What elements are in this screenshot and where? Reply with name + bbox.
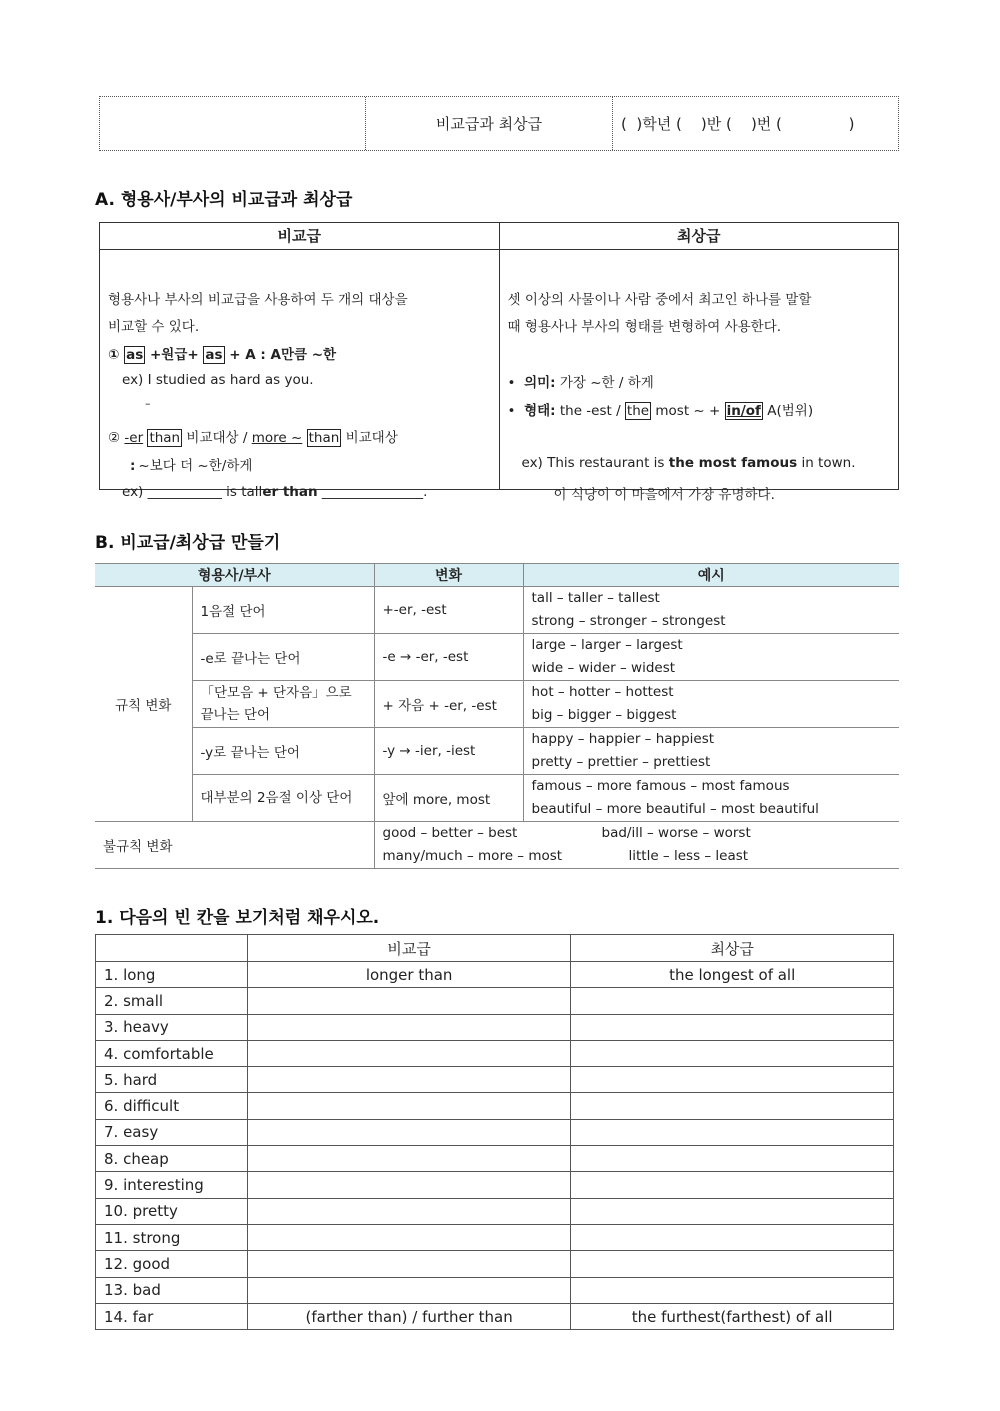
rule1-mid: +원급+ <box>145 347 204 363</box>
rule-examples <box>523 634 899 681</box>
example-line: strong – stronger – strongest <box>531 613 726 629</box>
comparative-answer[interactable] <box>247 1067 570 1093</box>
section-a-table <box>99 222 899 503</box>
form-end: A(범위) <box>762 403 814 419</box>
irregular-label: 불규칙 변화 <box>95 822 374 869</box>
rule-examples <box>523 775 899 822</box>
comp-example2 <box>122 484 427 500</box>
exercise-row <box>96 1251 894 1277</box>
example-line: famous – more famous – most famous <box>531 778 790 794</box>
superlative-answer[interactable] <box>571 1067 894 1093</box>
comparative-answer[interactable] <box>247 1251 570 1277</box>
rule-type: -e로 끝나는 단어 <box>192 634 374 681</box>
exercise-row <box>96 1303 894 1329</box>
irregular-example: bad/ill – worse – worst <box>601 825 751 841</box>
comparative-answer[interactable] <box>247 1146 570 1172</box>
exercise-row <box>96 1172 894 1198</box>
comparative-answer[interactable] <box>247 1093 570 1119</box>
exercise-word: 6. difficult <box>96 1093 248 1119</box>
exercise-word: 11. strong <box>96 1224 248 1250</box>
irregular-example: little – less – least <box>628 848 749 864</box>
rule-change: -e → -er, -est <box>374 634 523 681</box>
rule2-than-box-2: than <box>308 430 340 446</box>
rule1-as-box-2: as <box>205 347 223 363</box>
exercise-row <box>96 962 894 988</box>
header-blank-cell <box>100 97 366 150</box>
superlative-explanation <box>500 250 899 503</box>
comp-rule2-meaning: : ~보다 더 ~한/하게 <box>130 458 253 474</box>
exercise-word: 7. easy <box>96 1119 248 1145</box>
exercise-word: 4. comfortable <box>96 1040 248 1066</box>
comp-desc-line1: 형용사나 부사의 비교급을 사용하여 두 개의 대상을 <box>108 292 408 308</box>
comp-desc-line2: 비교할 수 있다. <box>108 319 200 335</box>
rule-change: +-er, -est <box>374 587 523 634</box>
superlative-answer[interactable] <box>571 1251 894 1277</box>
exercise-header-blank <box>96 935 248 962</box>
sup-ex-post: in town. <box>797 455 856 471</box>
exercise-row <box>96 988 894 1014</box>
comp-example1: ex) I studied as hard as you. <box>122 372 314 388</box>
exercise-header-comparative: 비교급 <box>247 935 570 962</box>
comparative-answer[interactable] <box>247 1224 570 1250</box>
ex2-pre: ex) ___________ is tall <box>122 484 263 500</box>
exercise-table <box>95 934 894 1330</box>
rule2-er: -er <box>124 430 144 446</box>
example-line: hot – hotter – hottest <box>531 684 674 700</box>
rule1-number: ① <box>108 347 120 363</box>
bullet-icon: • <box>507 375 516 391</box>
exercise-row <box>96 1224 894 1250</box>
superlative-answer[interactable] <box>571 1119 894 1145</box>
exercise-word: 3. heavy <box>96 1014 248 1040</box>
section-a-title: A. 형용사/부사의 비교급과 최상급 <box>95 190 353 210</box>
sup-desc-line2: 때 형용사나 부사의 형태를 변형하여 사용한다. <box>507 319 782 335</box>
exercise-word: 2. small <box>96 988 248 1014</box>
comparative-answer[interactable]: (farther than) / further than <box>247 1303 570 1329</box>
comparative-answer[interactable] <box>247 1172 570 1198</box>
rule2-more: more ~ <box>251 430 303 446</box>
rule-change: + 자음 + -er, -est <box>374 681 523 728</box>
rule-change: -y → -ier, -iest <box>374 728 523 775</box>
example-line: beautiful – more beautiful – most beautiful <box>531 801 819 817</box>
comparative-answer[interactable] <box>247 1198 570 1224</box>
superlative-answer[interactable] <box>571 1277 894 1303</box>
superlative-answer[interactable] <box>571 1224 894 1250</box>
exercise-word: 8. cheap <box>96 1146 248 1172</box>
rule2-target2: 비교대상 <box>341 430 398 446</box>
rule2-than-box: than <box>149 430 181 446</box>
superlative-answer[interactable] <box>571 1040 894 1066</box>
student-info: ( )학년 ( )반 ( )번 ( ) <box>621 115 855 133</box>
form-pre: the -est / <box>555 403 625 419</box>
exercise-header-superlative: 최상급 <box>571 935 894 962</box>
ex2-post: _______________. <box>317 484 428 500</box>
header-change: 변화 <box>374 564 523 587</box>
irregular-example: many/much – more – most <box>382 848 563 864</box>
meaning-label: 의미: <box>524 375 556 391</box>
rule2-number: ② <box>108 430 125 446</box>
superlative-answer[interactable] <box>571 1198 894 1224</box>
bullet-icon: • <box>507 403 516 419</box>
rule-examples <box>523 587 899 634</box>
example-line: large – larger – largest <box>531 637 683 653</box>
form-the-box: the <box>626 403 650 419</box>
sup-ex-bold: the most famous <box>668 455 798 471</box>
sup-form <box>508 399 814 419</box>
example-line: wide – wider – widest <box>531 660 676 676</box>
rule2-target1: 비교대상 / <box>182 430 252 446</box>
example-line: pretty – prettier – prettiest <box>531 754 711 770</box>
rule-examples <box>523 728 899 775</box>
sup-example-korean: 이 식당이 이 마을에서 가장 유명하다. <box>553 487 775 503</box>
irregular-example: good – better – best <box>382 825 518 841</box>
rule-change: 앞에 more, most <box>374 775 523 822</box>
superlative-heading: 최상급 <box>677 227 721 245</box>
example-line: happy – happier – happiest <box>531 731 715 747</box>
comparative-answer[interactable]: longer than <box>247 962 570 988</box>
comp-rule2 <box>108 426 398 446</box>
regular-label: 규칙 변화 <box>95 587 192 822</box>
rule-type: 1음절 단어 <box>192 587 374 634</box>
rule-type: -y로 끝나는 단어 <box>192 728 374 775</box>
form-mid: most ~ + <box>651 403 725 419</box>
rule-type: 「단모음 + 단자음」으로 끝나는 단어 <box>192 681 374 728</box>
exercise-row <box>96 1067 894 1093</box>
superlative-answer[interactable]: the furthest(farthest) of all <box>571 1303 894 1329</box>
sup-ex-pre: ex) This restaurant is <box>521 455 669 471</box>
meaning-text: 가장 ~한 / 하게 <box>555 375 654 391</box>
comparative-answer[interactable] <box>247 1014 570 1040</box>
exercise-row <box>96 1198 894 1224</box>
form-label: 형태: <box>524 403 556 419</box>
rule1-end: + A : A만큼 ~한 <box>224 347 337 363</box>
comparative-answer[interactable] <box>247 988 570 1014</box>
comparative-answer[interactable] <box>247 1119 570 1145</box>
header-adj-adv: 형용사/부사 <box>95 564 374 587</box>
rule1-as-box: as <box>126 347 144 363</box>
rule-type: 대부분의 2음절 이상 단어 <box>192 775 374 822</box>
ex2-bold: er than <box>262 484 318 500</box>
irregular-examples <box>374 822 899 869</box>
exercise-row <box>96 1093 894 1119</box>
comparative-heading: 비교급 <box>100 223 500 249</box>
comp-dash: – <box>145 397 151 410</box>
exercise-word: 5. hard <box>96 1067 248 1093</box>
example-line: tall – taller – tallest <box>531 590 660 606</box>
exercise-row <box>96 1277 894 1303</box>
exercise-word: 9. interesting <box>96 1172 248 1198</box>
exercise-row <box>96 1119 894 1145</box>
exercise-word: 13. bad <box>96 1277 248 1303</box>
example-line: big – bigger – biggest <box>531 707 677 723</box>
worksheet-header <box>99 96 899 151</box>
sup-example <box>522 455 856 471</box>
superlative-answer[interactable] <box>571 1093 894 1119</box>
exercise-row <box>96 1014 894 1040</box>
sup-meaning <box>508 371 654 391</box>
header-example: 예시 <box>523 564 899 587</box>
comp-rule1 <box>108 343 336 363</box>
superlative-answer[interactable] <box>571 1146 894 1172</box>
comparative-explanation <box>100 250 500 500</box>
worksheet-title: 비교급과 최상급 <box>366 97 613 150</box>
exercise-word: 10. pretty <box>96 1198 248 1224</box>
comparative-answer[interactable] <box>247 1040 570 1066</box>
form-inof-box: in/of <box>726 403 761 419</box>
sup-desc-line1: 셋 이상의 사물이나 사람 중에서 최고인 하나를 말할 <box>507 292 812 308</box>
section-b-title: B. 비교급/최상급 만들기 <box>95 533 281 553</box>
exercise-word: 1. long <box>96 962 248 988</box>
rule-examples <box>523 681 899 728</box>
comparative-answer[interactable] <box>247 1277 570 1303</box>
superlative-answer[interactable] <box>571 1014 894 1040</box>
exercise-row <box>96 1040 894 1066</box>
superlative-answer[interactable] <box>571 988 894 1014</box>
superlative-answer[interactable]: the longest of all <box>571 962 894 988</box>
exercise-title: 1. 다음의 빈 칸을 보기처럼 채우시오. <box>95 908 380 928</box>
superlative-answer[interactable] <box>571 1172 894 1198</box>
exercise-row <box>96 1146 894 1172</box>
section-b-table <box>95 563 899 869</box>
exercise-word: 12. good <box>96 1251 248 1277</box>
exercise-word: 14. far <box>96 1303 248 1329</box>
